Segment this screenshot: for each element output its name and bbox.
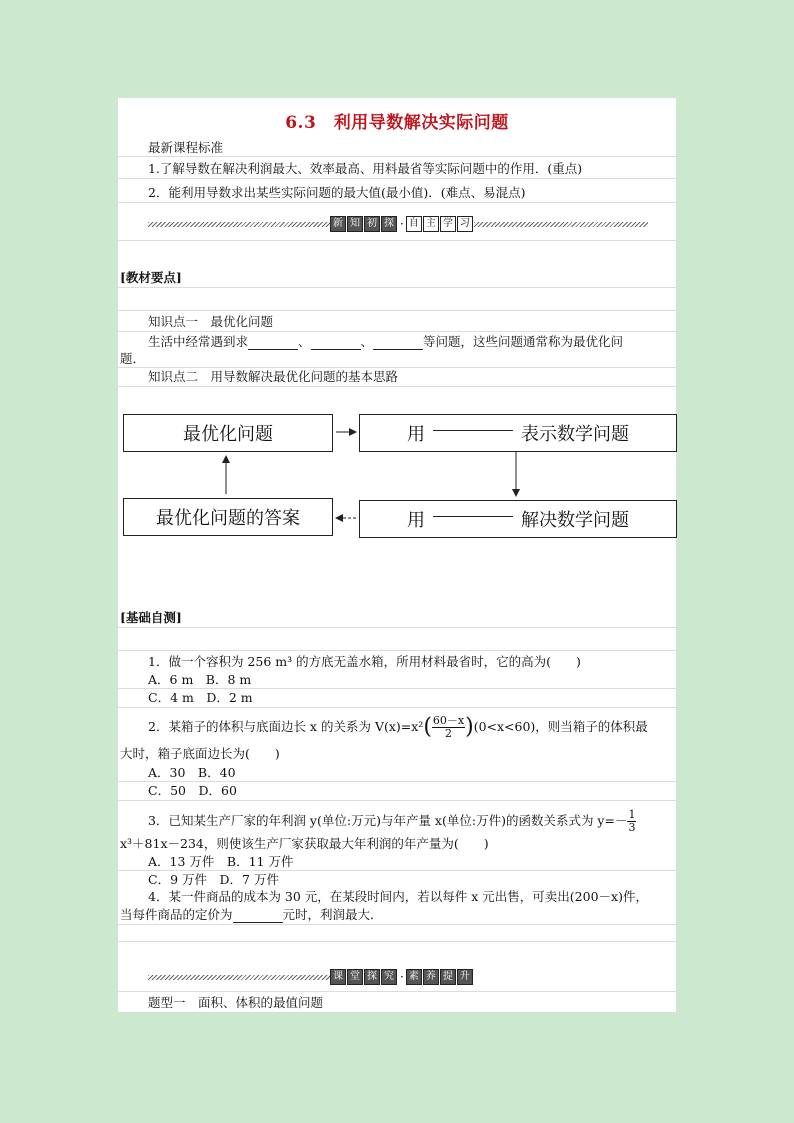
document-page xyxy=(118,98,676,1012)
banner-hatch-left xyxy=(148,222,330,227)
banner-char: 新 xyxy=(330,216,346,232)
standards-item-1: 1.了解导数在解决利润最大、效率最高、用料最省等实际问题中的作用．(重点) xyxy=(148,161,583,176)
kp1-sep: 、 xyxy=(360,334,374,349)
divider xyxy=(118,240,676,241)
q3-options-ab: A．13 万件 B．11 万件 xyxy=(148,854,294,869)
answer-blank[interactable] xyxy=(248,349,298,350)
divider xyxy=(118,287,676,288)
divider xyxy=(118,156,676,157)
divider xyxy=(118,800,676,801)
banner-char: 探 xyxy=(381,216,397,232)
divider xyxy=(118,924,676,925)
q2-stem-post: (0<x<60)，则当箱子的体积最 xyxy=(473,719,648,734)
banner-char: 探 xyxy=(364,969,380,985)
q4-line2-post: 元时，利润最大． xyxy=(282,907,383,922)
answer-blank[interactable] xyxy=(233,922,283,923)
q2-formula-lhs: V(x)=x² xyxy=(374,719,424,734)
q4-line2-pre: 当每件商品的定价为 xyxy=(120,907,233,922)
answer-blank[interactable] xyxy=(373,349,423,350)
divider xyxy=(118,870,676,871)
banner-char: 提 xyxy=(440,969,456,985)
section-heading-jiaocai: [教材要点] xyxy=(120,270,182,285)
divider xyxy=(118,781,676,782)
page-title: 6.3 利用导数解决实际问题 xyxy=(285,113,509,133)
standards-heading: 最新课程标准 xyxy=(148,140,224,155)
q2-frac-num: 60－x xyxy=(432,714,465,727)
kp1-text xyxy=(148,334,623,350)
diagram-box-model-pre: 用 xyxy=(407,424,425,445)
divider xyxy=(118,367,676,368)
banner-char: 初 xyxy=(364,216,380,232)
q1-options-cd: C．4 m D．2 m xyxy=(148,690,253,705)
banner-hatch-right xyxy=(474,222,648,227)
banner-char: 素 xyxy=(406,969,422,985)
banner-char: 课 xyxy=(330,969,346,985)
q1-stem: 1．做一个容积为 256 m³ 的方底无盖水箱，所用材料最省时，它的高为( ) xyxy=(148,654,581,669)
q4-line2 xyxy=(120,907,383,923)
section-heading-jichu: [基础自测] xyxy=(120,610,182,625)
q1-options-ab: A．6 m B．8 m xyxy=(148,672,252,687)
paren-open: ( xyxy=(423,714,432,740)
banner-hatch-left xyxy=(148,975,330,980)
divider xyxy=(118,627,676,628)
banner-char: 堂 xyxy=(347,969,363,985)
q2-stem-pre: 2．某箱子的体积与底面边长 x 的关系为 xyxy=(148,719,375,734)
kp1-text-start: 生活中经常遇到求 xyxy=(148,334,249,349)
answer-blank[interactable] xyxy=(311,349,361,350)
q3-stem xyxy=(148,804,636,838)
banner-char: 知 xyxy=(347,216,363,232)
divider xyxy=(118,310,676,311)
paren-close: ) xyxy=(465,714,474,740)
divider xyxy=(118,688,676,689)
kp2-heading: 知识点二 用导数解决最优化问题的基本思路 xyxy=(148,369,399,384)
divider xyxy=(118,991,676,992)
q3-frac-num: 1 xyxy=(628,808,636,821)
q2-options-ab: A．30 B．40 xyxy=(148,765,236,780)
banner-char: 主 xyxy=(423,216,439,232)
banner-char: 自 xyxy=(406,216,422,232)
banner-dot: · xyxy=(400,970,404,984)
q2-options-cd: C．50 D．60 xyxy=(148,783,237,798)
banner-char: 究 xyxy=(381,969,397,985)
q3-options-cd: C．9 万件 D．7 万件 xyxy=(148,872,279,887)
diagram-arrows xyxy=(118,398,676,558)
divider xyxy=(118,386,676,387)
q3-stem-pre: 3．已知某生产厂家的年利润 y(单位:万元)与年产量 x(单位:万件)的函数关系式为 y=－ xyxy=(148,813,628,828)
kp1-text-end: 等问题，这些问题通常称为最优化问 xyxy=(423,334,624,349)
section-banner-xinzhi xyxy=(148,216,648,232)
diagram-box-solve-pre: 用 xyxy=(407,510,425,531)
q2-frac-den: 2 xyxy=(445,727,452,740)
kp1-heading: 知识点一 最优化问题 xyxy=(148,314,274,329)
banner-char: 养 xyxy=(423,969,439,985)
type1-heading: 题型一 面积、体积的最值问题 xyxy=(148,995,324,1010)
banner-char: 学 xyxy=(440,216,456,232)
diagram-box-model-post: 表示数学问题 xyxy=(521,424,629,445)
kp1-text-line2: 题． xyxy=(120,351,146,366)
kp1-sep: 、 xyxy=(298,334,311,349)
banner-dot: · xyxy=(400,217,404,231)
q4-stem: 4．某一件商品的成本为 30 元，在某段时间内，若以每件 x 元出售，可卖出(200－x)件， xyxy=(148,889,648,904)
diagram-box-answer: 最优化问题的答案 xyxy=(123,498,333,536)
divider xyxy=(118,707,676,708)
diagram-box-optimization-problem: 最优化问题 xyxy=(123,414,333,452)
divider xyxy=(118,178,676,179)
divider xyxy=(118,331,676,332)
divider xyxy=(118,941,676,942)
section-banner-ketang xyxy=(148,969,648,985)
divider xyxy=(118,202,676,203)
q3-frac-den: 3 xyxy=(628,821,636,834)
standards-item-2: 2．能利用导数求出某些实际问题的最大值(最小值)．(难点、易混点) xyxy=(148,185,526,200)
divider xyxy=(118,650,676,651)
q3-stem-line2: x³＋81x－234，则使该生产厂家获取最大年利润的年产量为( ) xyxy=(120,836,489,851)
q2-stem-line2: 大时，箱子底面边长为( ) xyxy=(120,746,280,761)
diagram-box-solve-post: 解决数学问题 xyxy=(521,510,629,531)
q2-fraction xyxy=(432,715,465,740)
banner-char: 升 xyxy=(457,969,473,985)
banner-char: 习 xyxy=(457,216,473,232)
q3-fraction xyxy=(627,809,636,834)
q2-stem xyxy=(148,710,648,744)
